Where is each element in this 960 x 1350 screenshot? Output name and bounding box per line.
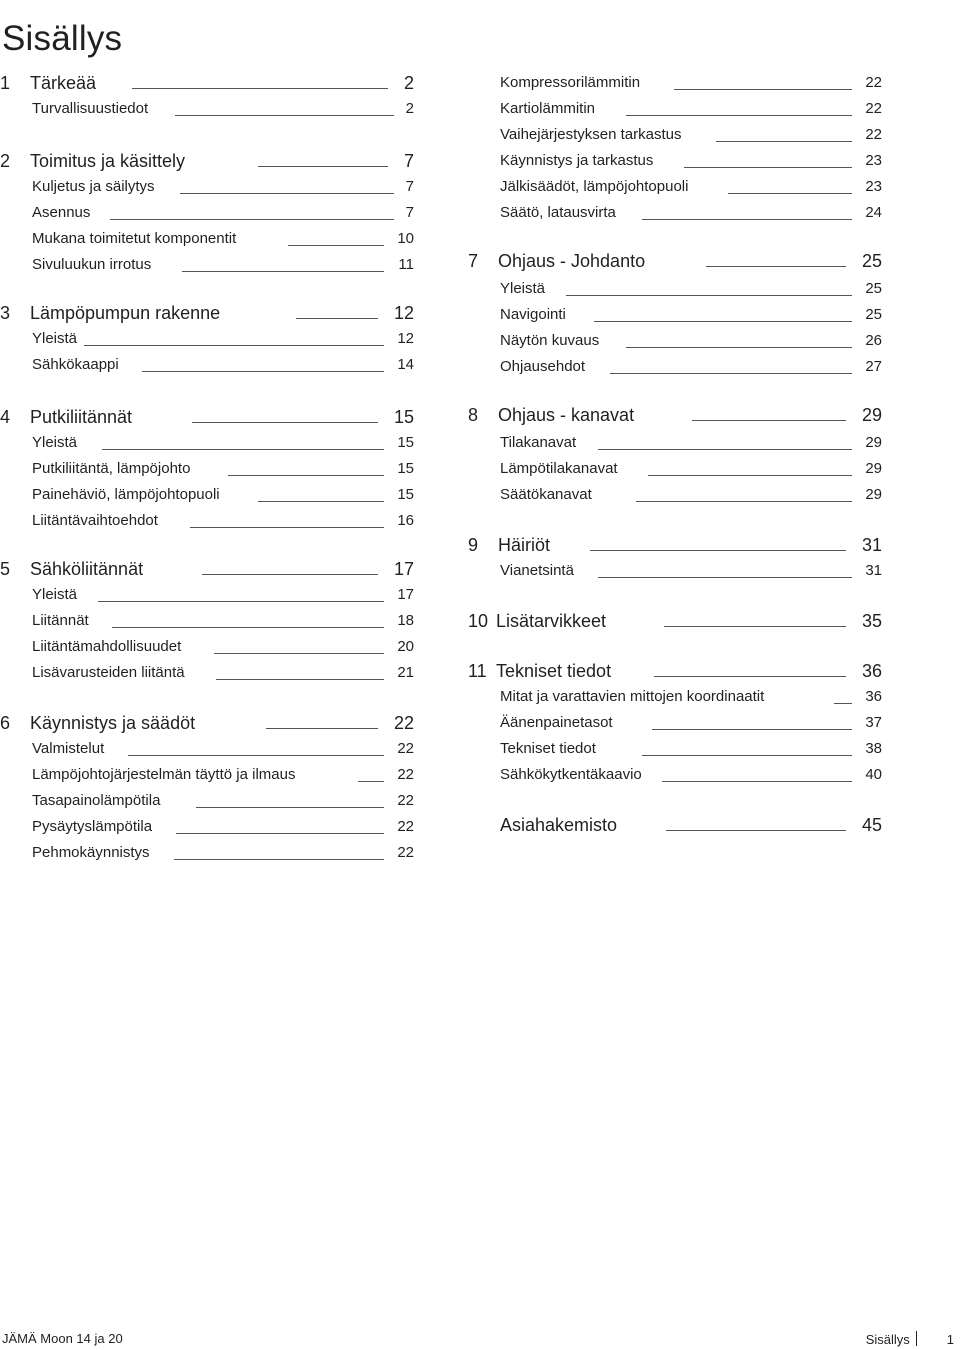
toc-leader-line	[636, 501, 852, 502]
toc-page-number: 22	[865, 126, 882, 143]
toc-entry[interactable]	[0, 584, 414, 606]
toc-entry[interactable]	[468, 176, 882, 198]
toc-page-number: 17	[393, 559, 414, 579]
footer-page-info	[866, 1331, 954, 1347]
toc-chapter[interactable]	[0, 72, 414, 94]
toc-page-number: 2	[403, 73, 414, 93]
toc-entry-label: Tekniset tiedot	[496, 661, 612, 681]
toc-entry[interactable]	[468, 304, 882, 326]
toc-chapter-number: 11	[468, 661, 487, 681]
toc-entry-label: Asiahakemisto	[500, 815, 618, 835]
toc-entry-label: Yleistä	[500, 280, 546, 297]
toc-entry-label: Käynnistys ja säädöt	[30, 713, 196, 733]
toc-leader-line	[174, 859, 384, 860]
toc-page-number: 10	[397, 230, 414, 247]
toc-entry-label: Tasapainolämpötila	[32, 792, 161, 809]
toc-leader-line	[590, 550, 846, 551]
toc-entry-label: Putkiliitäntä, lämpöjohto	[32, 460, 191, 477]
toc-entry[interactable]	[468, 150, 882, 172]
toc-page-number: 22	[397, 792, 414, 809]
toc-chapter[interactable]	[468, 660, 882, 682]
footer-section-label: Sisällys	[865, 1332, 910, 1347]
toc-page-number: 20	[397, 638, 414, 655]
toc-entry-label: Lämpöjohtojärjestelmän täyttö ja ilmaus	[32, 766, 296, 783]
toc-entry[interactable]	[0, 176, 414, 198]
toc-leader-line	[266, 728, 378, 729]
toc-leader-line	[598, 449, 852, 450]
toc-page-number: 2	[405, 100, 414, 117]
toc-entry[interactable]	[0, 636, 414, 658]
toc-entry[interactable]	[468, 764, 882, 786]
toc-entry-label: Yleistä	[32, 330, 78, 347]
toc-entry[interactable]	[468, 124, 882, 146]
toc-leader-line	[692, 420, 846, 421]
toc-entry-label: Lämpötilakanavat	[500, 460, 618, 477]
toc-entry-label: Säätökanavat	[500, 486, 592, 503]
toc-page-number: 25	[865, 280, 882, 297]
toc-entry[interactable]	[0, 610, 414, 632]
toc-entry-label: Jälkisäädöt, lämpöjohtopuoli	[500, 178, 689, 195]
toc-entry-label: Yleistä	[32, 586, 78, 603]
toc-entry-label: Putkiliitännät	[30, 407, 133, 427]
toc-chapter-number: 5	[0, 559, 11, 579]
toc-page-number: 27	[865, 358, 882, 375]
toc-entry[interactable]	[0, 98, 414, 120]
toc-entry-label: Lämpöpumpun rakenne	[30, 303, 221, 323]
toc-page-number: 22	[397, 818, 414, 835]
toc-entry-label: Valmistelut	[32, 740, 105, 757]
toc-leader-line	[626, 347, 852, 348]
toc-leader-line	[228, 475, 384, 476]
toc-leader-line	[196, 807, 384, 808]
toc-chapter-number: 1	[0, 73, 11, 93]
toc-page-number: 25	[865, 306, 882, 323]
toc-entry-label: Lisävarusteiden liitäntä	[32, 664, 185, 681]
footer-page-number: 1	[946, 1332, 954, 1347]
toc-leader-line	[180, 193, 394, 194]
toc-chapter[interactable]	[468, 250, 882, 272]
toc-page-number: 11	[398, 256, 414, 273]
toc-leader-line	[662, 781, 852, 782]
toc-leader-line	[216, 679, 384, 680]
toc-entry-label: Kuljetus ja säilytys	[32, 178, 155, 195]
toc-entry[interactable]	[468, 712, 882, 734]
toc-page-number: 38	[865, 740, 882, 757]
toc-page-number: 12	[393, 303, 414, 323]
toc-entry-label: Pehmokäynnistys	[32, 844, 150, 861]
toc-leader-line	[84, 345, 384, 346]
toc-leader-line	[182, 271, 384, 272]
page-title: Sisällys	[2, 19, 123, 59]
toc-leader-line	[626, 115, 852, 116]
toc-page-number: 40	[865, 766, 882, 783]
toc-leader-line	[132, 88, 388, 89]
toc-leader-line	[98, 601, 384, 602]
toc-page-number: 17	[397, 586, 414, 603]
toc-entry-label: Sähkökaappi	[32, 356, 119, 373]
toc-leader-line	[110, 219, 394, 220]
toc-entry[interactable]	[0, 202, 414, 224]
toc-leader-line	[258, 166, 388, 167]
toc-entry[interactable]	[0, 764, 414, 786]
toc-leader-line	[716, 141, 852, 142]
toc-leader-line	[666, 830, 846, 831]
toc-entry[interactable]	[0, 328, 414, 350]
toc-entry-label: Sähköliitännät	[30, 559, 144, 579]
toc-entry[interactable]	[468, 484, 882, 506]
toc-entry-label: Liitäntävaihtoehdot	[32, 512, 158, 529]
toc-page-number: 15	[397, 486, 414, 503]
toc-entry-label: Säätö, latausvirta	[500, 204, 616, 221]
toc-leader-line	[175, 115, 394, 116]
toc-leader-line	[664, 626, 846, 627]
toc-entry[interactable]	[0, 228, 414, 250]
toc-entry-label: Käynnistys ja tarkastus	[500, 152, 654, 169]
page-footer	[0, 1331, 960, 1349]
toc-entry[interactable]	[468, 98, 882, 120]
toc-page-number: 36	[865, 688, 882, 705]
toc-entry[interactable]	[468, 72, 882, 94]
toc-entry-label: Tilakanavat	[500, 434, 577, 451]
toc-chapter[interactable]	[0, 712, 414, 734]
toc-leader-line	[654, 676, 846, 677]
toc-page-number: 29	[865, 486, 882, 503]
toc-page-number: 7	[403, 151, 414, 171]
toc-chapter-number: 3	[0, 303, 11, 323]
toc-page-number: 15	[397, 460, 414, 477]
toc-entry[interactable]	[468, 278, 882, 300]
toc-entry-label: Sähkökytkentäkaavio	[500, 766, 642, 783]
footer-document-title: JÄMÄ Moon 14 ja 20	[2, 1331, 123, 1346]
toc-chapter-number: 9	[468, 535, 479, 555]
toc-page-number: 37	[865, 714, 882, 731]
toc-entry-label: Painehäviö, lämpöjohtopuoli	[32, 486, 220, 503]
toc-leader-line	[834, 703, 852, 704]
toc-leader-line	[202, 574, 378, 575]
toc-leader-line	[674, 89, 852, 90]
toc-page-number: 7	[405, 204, 414, 221]
toc-chapter[interactable]	[0, 406, 414, 428]
toc-leader-line	[112, 627, 384, 628]
toc-leader-line	[610, 373, 852, 374]
toc-chapter[interactable]	[468, 814, 882, 836]
toc-entry[interactable]	[468, 738, 882, 760]
toc-page-number: 22	[393, 713, 414, 733]
toc-leader-line	[288, 245, 384, 246]
toc-entry-label: Yleistä	[32, 434, 78, 451]
toc-entry[interactable]	[0, 738, 414, 760]
toc-page-number: 12	[397, 330, 414, 347]
toc-chapter-number: 2	[0, 151, 11, 171]
toc-chapter[interactable]	[0, 150, 414, 172]
toc-entry[interactable]	[0, 484, 414, 506]
toc-leader-line	[706, 266, 846, 267]
toc-entry-label: Liitännät	[32, 612, 89, 629]
toc-leader-line	[358, 781, 384, 782]
toc-page-number: 14	[397, 356, 414, 373]
toc-entry-label: Turvallisuustiedot	[32, 100, 149, 117]
toc-entry-label: Ohjaus - Johdanto	[498, 251, 646, 271]
toc-entry-label: Navigointi	[500, 306, 566, 323]
toc-entry-label: Ohjausehdot	[500, 358, 586, 375]
toc-page-number: 7	[405, 178, 414, 195]
toc-entry-label: Häiriöt	[498, 535, 551, 555]
toc-entry[interactable]	[0, 432, 414, 454]
toc-leader-line	[594, 321, 852, 322]
toc-entry[interactable]	[468, 458, 882, 480]
toc-entry-label: Vianetsintä	[500, 562, 574, 579]
toc-entry-label: Näytön kuvaus	[500, 332, 600, 349]
toc-page-number: 31	[861, 535, 882, 555]
toc-entry-label: Mitat ja varattavien mittojen koordinaatit	[500, 688, 765, 705]
toc-entry[interactable]	[0, 790, 414, 812]
toc-leader-line	[684, 167, 852, 168]
toc-leader-line	[566, 295, 852, 296]
toc-chapter-number: 6	[0, 713, 11, 733]
toc-entry[interactable]	[0, 510, 414, 532]
toc-page-number: 26	[865, 332, 882, 349]
toc-leader-line	[598, 577, 852, 578]
toc-leader-line	[190, 527, 384, 528]
toc-chapter[interactable]	[468, 610, 882, 632]
toc-entry[interactable]	[0, 354, 414, 376]
toc-leader-line	[128, 755, 384, 756]
toc-entry-label: Asennus	[32, 204, 91, 221]
toc-leader-line	[652, 729, 852, 730]
toc-entry-label: Toimitus ja käsittely	[30, 151, 186, 171]
toc-page-number: 18	[397, 612, 414, 629]
toc-page-number: 35	[861, 611, 882, 631]
toc-entry-label: Liitäntämahdollisuudet	[32, 638, 182, 655]
toc-entry-label: Vaihejärjestyksen tarkastus	[500, 126, 682, 143]
toc-entry-label: Mukana toimitetut komponentit	[32, 230, 237, 247]
toc-page-number: 36	[861, 661, 882, 681]
toc-entry[interactable]	[468, 202, 882, 224]
toc-entry-label: Tärkeää	[30, 73, 97, 93]
toc-entry-label: Kompressorilämmitin	[500, 74, 641, 91]
toc-page-number: 15	[393, 407, 414, 427]
toc-entry-label: Tekniset tiedot	[500, 740, 596, 757]
toc-entry[interactable]	[0, 662, 414, 684]
toc-page-number: 16	[397, 512, 414, 529]
toc-page-number: 22	[865, 100, 882, 117]
toc-chapter-number: 7	[468, 251, 479, 271]
toc-entry[interactable]	[468, 356, 882, 378]
toc-leader-line	[642, 755, 852, 756]
toc-page-number: 31	[865, 562, 882, 579]
toc-leader-line	[648, 475, 852, 476]
toc-entry-label: Lisätarvikkeet	[496, 611, 607, 631]
toc-page-number: 21	[397, 664, 414, 681]
toc-entry[interactable]	[468, 686, 882, 708]
toc-entry[interactable]	[468, 432, 882, 454]
toc-page-number: 22	[865, 74, 882, 91]
toc-chapter-number: 10	[468, 611, 489, 631]
toc-chapter[interactable]	[468, 534, 882, 556]
toc-leader-line	[642, 219, 852, 220]
toc-page-number: 45	[861, 815, 882, 835]
toc-page-number: 25	[861, 251, 882, 271]
toc-page-number: 29	[861, 405, 882, 425]
toc-page-number: 22	[397, 844, 414, 861]
toc-entry-label: Kartiolämmitin	[500, 100, 596, 117]
toc-page-number: 22	[397, 740, 414, 757]
toc-chapter[interactable]	[0, 302, 414, 324]
toc-entry[interactable]	[0, 842, 414, 864]
toc-page-number: 23	[865, 152, 882, 169]
toc-entry[interactable]	[468, 560, 882, 582]
toc-entry-label: Pysäytyslämpötila	[32, 818, 153, 835]
toc-entry-label: Sivuluukun irrotus	[32, 256, 152, 273]
toc-chapter[interactable]	[468, 404, 882, 426]
toc-entry-label: Ohjaus - kanavat	[498, 405, 635, 425]
toc-leader-line	[258, 501, 384, 502]
toc-entry[interactable]	[0, 816, 414, 838]
toc-chapter[interactable]	[0, 558, 414, 580]
toc-chapter-number: 8	[468, 405, 479, 425]
toc-entry[interactable]	[468, 330, 882, 352]
toc-entry-label: Äänenpainetasot	[500, 714, 613, 731]
toc-leader-line	[142, 371, 384, 372]
toc-leader-line	[176, 833, 384, 834]
toc-entry[interactable]	[0, 458, 414, 480]
toc-leader-line	[102, 449, 384, 450]
toc-leader-line	[192, 422, 378, 423]
toc-page-number: 29	[865, 460, 882, 477]
toc-leader-line	[728, 193, 852, 194]
toc-page-number: 29	[865, 434, 882, 451]
toc-leader-line	[214, 653, 384, 654]
toc-page-number: 23	[865, 178, 882, 195]
toc-leader-line	[296, 318, 378, 319]
toc-page-number: 24	[865, 204, 882, 221]
footer-divider	[916, 1331, 917, 1346]
toc-chapter-number: 4	[0, 407, 11, 427]
toc-entry[interactable]	[0, 254, 414, 276]
toc-page-number: 15	[397, 434, 414, 451]
toc-page-number: 22	[397, 766, 414, 783]
